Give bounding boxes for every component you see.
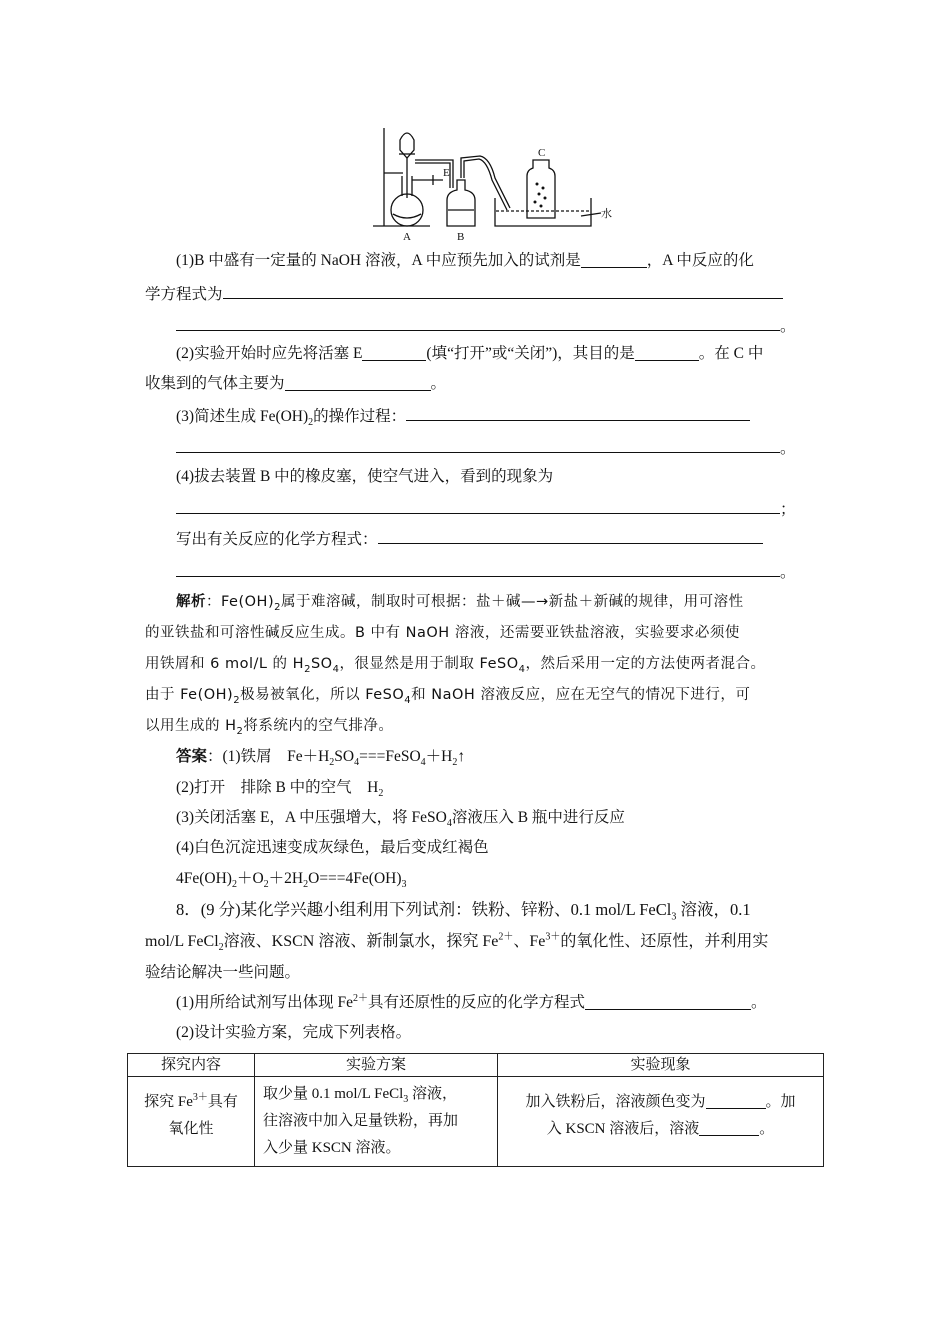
answer-line[interactable] (176, 498, 780, 514)
answer-line-3: (3)关闭活塞 E，A 中压强增大，将 FeSO$_4$溶液压入 B 瓶中进行反应 (176, 809, 625, 830)
header-content: 探究内容 (128, 1054, 255, 1077)
analysis-line-3: 用铁屑和 6 mol/L 的 $H_2SO_4$，很显然是用于制取 FeSO$_4$，然后采用一定的方法使两者混合。 (145, 656, 766, 675)
apparatus-diagram (355, 118, 615, 248)
cell-content: 探究 $Fe^{3+}$具有 氧化性 (128, 1077, 255, 1167)
q8-line-1: 8．(9 分)某化学兴趣小组利用下列试剂：铁粉、锌粉、0.1 mol/L FeCl$_3$ 溶液，0.1 (176, 900, 751, 923)
apparatus-figure (355, 118, 615, 248)
analysis-line-4: 由于 $Fe(OH)_2$极易被氧化，所以 FeSO$_4$和 NaOH 溶液反应，应在无空气的情况下进行，可 (145, 687, 751, 706)
answer-blank[interactable] (362, 344, 426, 361)
q4-line-4: 。 (176, 561, 841, 584)
answer-blank[interactable] (635, 344, 699, 361)
answer-line-5: $4Fe(OH)_2+O_2+2H_2O===4Fe(OH)_3$ (176, 870, 407, 891)
q8-line-2: mol/L FeCl$_2$溶液、KSCN 溶液、新制氯水，探究 $Fe^{2+}$、$Fe^{3+}$的氧化性、还原性，并利用实 (145, 931, 769, 954)
q1-line-1: (1)B 中盛有一定量的 NaOH 溶液，A 中应预先加入的试剂是 ，A 中反应的化 (176, 252, 754, 269)
q3-line-2: 。 (176, 437, 841, 460)
q8-line-3: 验结论解决一些问题。 (145, 964, 301, 981)
cell-phenomenon: 加入铁粉后，溶液颜色变为 。加 入 KSCN 溶液后，溶液 。 (498, 1077, 824, 1167)
answer-blank[interactable] (585, 993, 751, 1010)
q1-line-3: 。 (176, 315, 841, 338)
answer-line[interactable] (223, 283, 783, 299)
analysis-line-2: 的亚铁盐和可溶性碱反应生成。B 中有 NaOH 溶液，还需要亚铁盐溶液，实验要求必须使 (145, 625, 740, 641)
answer-line-2: (2)打开 排除 B 中的空气 $H_2$ (176, 779, 384, 800)
answer-blank[interactable] (699, 1119, 759, 1136)
q1-line-2: 学方程式为 (145, 283, 810, 306)
q4-line-3: 写出有关反应的化学方程式： (176, 528, 841, 551)
table-header-row (128, 1054, 824, 1077)
experiment-table (127, 1053, 824, 1167)
table-row (128, 1077, 824, 1167)
answer-blank[interactable] (285, 374, 431, 391)
q2-line-2: 收集到的气体主要为 。 (145, 375, 447, 392)
answer-line[interactable] (406, 405, 750, 421)
analysis-line-1: 解析：$Fe(OH)_2$属于难溶碱，制取时可根据：盐＋碱—→新盐＋新碱的规律，用可溶性 (176, 594, 744, 613)
label-c: C (538, 147, 546, 159)
answer-line[interactable] (176, 315, 780, 331)
answer-blank[interactable] (581, 251, 647, 268)
q8-sub-2: (2)设计实验方案，完成下列表格。 (176, 1024, 412, 1041)
answer-line-1: 答案：(1)铁屑 $Fe+H_2SO_4===FeSO_4+H_2↑$ (176, 748, 466, 769)
cell-plan: 取少量 0.1 mol/L FeCl$_3$ 溶液， 往溶液中加入足量铁粉，再加 入少量 KSCN 溶液。 (255, 1077, 498, 1167)
q8-sub-1: (1)用所给试剂写出体现 $Fe^{2+}$具有还原性的反应的化学方程式 。 (176, 992, 767, 1011)
label-b: B (457, 231, 465, 243)
answer-line[interactable] (378, 528, 763, 544)
header-plan: 实验方案 (255, 1054, 498, 1077)
header-phenomenon: 实验现象 (498, 1054, 824, 1077)
analysis-line-5: 以用生成的 $H_2$将系统内的空气排净。 (145, 718, 394, 737)
q2-line-1: (2)实验开始时应先将活塞 E (填“打开”或“关闭”)，其目的是 。在 C 中 (176, 345, 764, 362)
label-a: A (403, 231, 411, 243)
answer-line-4: (4)白色沉淀迅速变成灰绿色，最后变成红褐色 (176, 839, 489, 856)
q3-line-1: (3)简述生成 $Fe(OH)_2$的操作过程： (176, 405, 841, 428)
q4-line-2: ； (176, 498, 841, 521)
answer-blank[interactable] (706, 1092, 766, 1109)
answer-line[interactable] (176, 561, 780, 577)
label-water: 水 (601, 208, 612, 220)
label-e: E (443, 167, 450, 179)
q4-line-1: (4)拔去装置 B 中的橡皮塞，使空气进入，看到的现象为 (176, 468, 554, 485)
answer-line[interactable] (176, 437, 780, 453)
